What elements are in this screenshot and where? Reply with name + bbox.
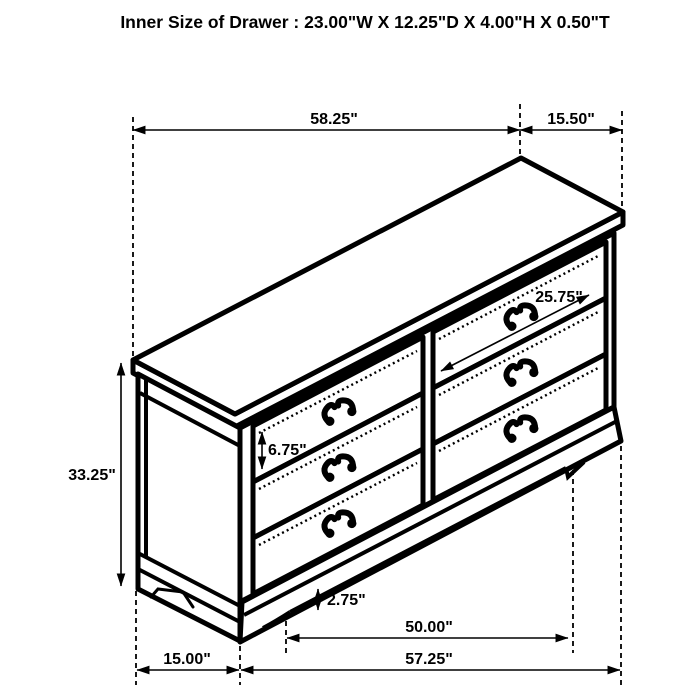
- dim-top-width: [133, 111, 520, 130]
- dim-feet-inner-span: [287, 619, 568, 638]
- dim-base-width: [241, 651, 620, 670]
- dresser-drawing: [133, 158, 623, 642]
- dim-base-depth: [137, 651, 239, 670]
- dim-foot-height-label: 2.75": [327, 592, 366, 609]
- diagram-title: Inner Size of Drawer : 23.00"W X 12.25"D X 4.00"H X 0.50"T: [120, 12, 610, 32]
- dim-base-width-label: 57.25": [405, 651, 453, 668]
- dim-top-width-label: 58.25": [310, 111, 358, 128]
- dim-height: [68, 363, 121, 586]
- dim-drawer-front-height-label: 6.75": [268, 442, 307, 459]
- dim-top-depth-label: 15.50": [547, 111, 595, 128]
- dim-height-label: 33.25": [68, 467, 116, 484]
- dim-base-depth-label: 15.00": [163, 651, 211, 668]
- dim-top-depth: [520, 111, 622, 130]
- dim-drawer-width-label: 25.75": [535, 289, 583, 306]
- dim-feet-inner-span-label: 50.00": [405, 619, 453, 636]
